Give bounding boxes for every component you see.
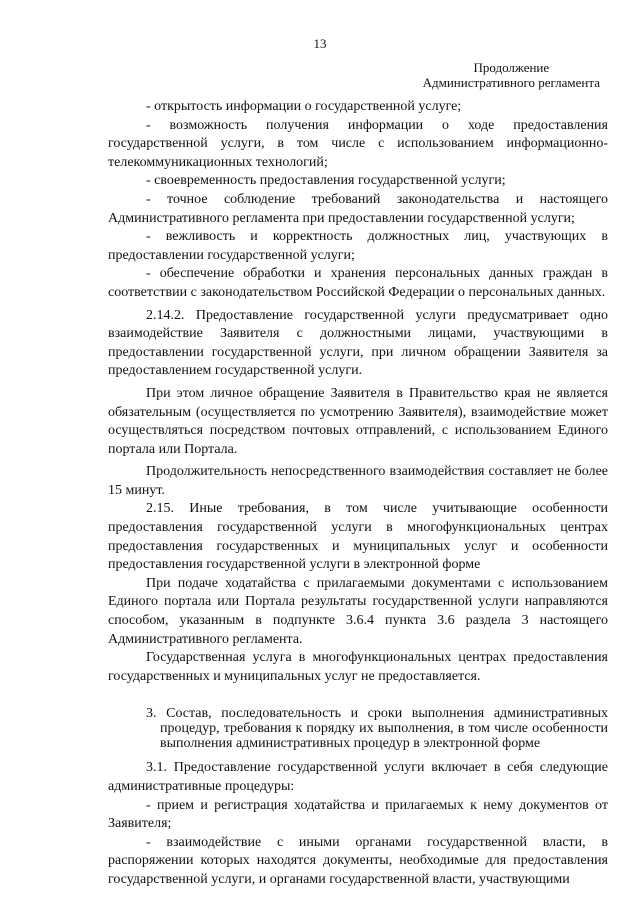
paragraph: 3.1. Предоставление государственной услуги включает в себя следующие административные процедуры: xyxy=(108,760,608,794)
running-header xyxy=(423,60,600,90)
paragraph: - возможность получения информации о ходе предоставления государственной услуги, в том числе с использованием информационно-телекоммуникационных технологий; xyxy=(108,117,608,170)
paragraph: - взаимодействие с иными органами государственной власти, в распоряжении которых находятся документы, необходимые для предоставления государственной услуги, и органами государственной власти, участвующими xyxy=(108,834,608,887)
paragraph: 2.15. Иные требования, в том числе учитывающие особенности предоставления государственной услуги в многофункциональных центрах предоставления государственных и муниципальных услуг и особенности предоставления государственной услуги в электронной форме xyxy=(108,501,608,573)
paragraph: - открытость информации о государственной услуге; xyxy=(146,99,462,114)
section-heading: 3. Состав, последовательность и сроки выполнения административных процедур, требования к порядку их выполнения, в том числе особенности выполнения административных процедур в электронной форме xyxy=(146,706,608,752)
paragraph: Государственная услуга в многофункциональных центрах предоставления государственных и муниципальных услуг не предоставляется. xyxy=(108,650,608,684)
paragraph: - своевременность предоставления государственной услуги; xyxy=(146,173,506,189)
paragraph: - обеспечение обработки и хранения персональных данных граждан в соответствии с законодательством Российской Федерации о персональных данных. xyxy=(108,266,608,300)
paragraph: - вежливость и корректность должностных лиц, участвующих в предоставлении государственной услуги; xyxy=(108,229,608,263)
paragraph: - прием и регистрация ходатайства и прилагаемых к нему документов от Заявителя; xyxy=(108,797,608,832)
body-text xyxy=(108,98,608,890)
running-header-line-1: Продолжение xyxy=(473,60,550,75)
running-header-line-2: Административного регламента xyxy=(422,75,600,90)
paragraph: Продолжительность непосредственного взаимодействия составляет не более 15 минут. xyxy=(108,464,608,498)
paragraph: - точное соблюдение требований законодательства и настоящего Административного регламента при предоставлении государственной услуги; xyxy=(108,191,608,226)
paragraph: При подаче ходатайства с прилагаемыми документами с использованием Единого портала или Портала результаты государственной услуги направляются способом, указанным в подпункте 3.6.4 пункта 3.6 раздела 3 настоящего Административного регламента. xyxy=(108,575,608,647)
paragraph: 2.14.2. Предоставление государственной услуги предусматривает одно взаимодействие Заявителя с должностными лицами, участвующими в предоставлении государственной услуги, при личном обращении Заявителя за предоставлением государственной услуги. xyxy=(108,307,608,379)
page-number: 13 xyxy=(313,36,327,51)
paragraph: При этом личное обращение Заявителя в Правительство края не является обязательным (осуществляется по усмотрению Заявителя), взаимодействие может осуществляться посредством почтовых отправлений, с использованием Единого портала или Портала. xyxy=(108,385,608,457)
